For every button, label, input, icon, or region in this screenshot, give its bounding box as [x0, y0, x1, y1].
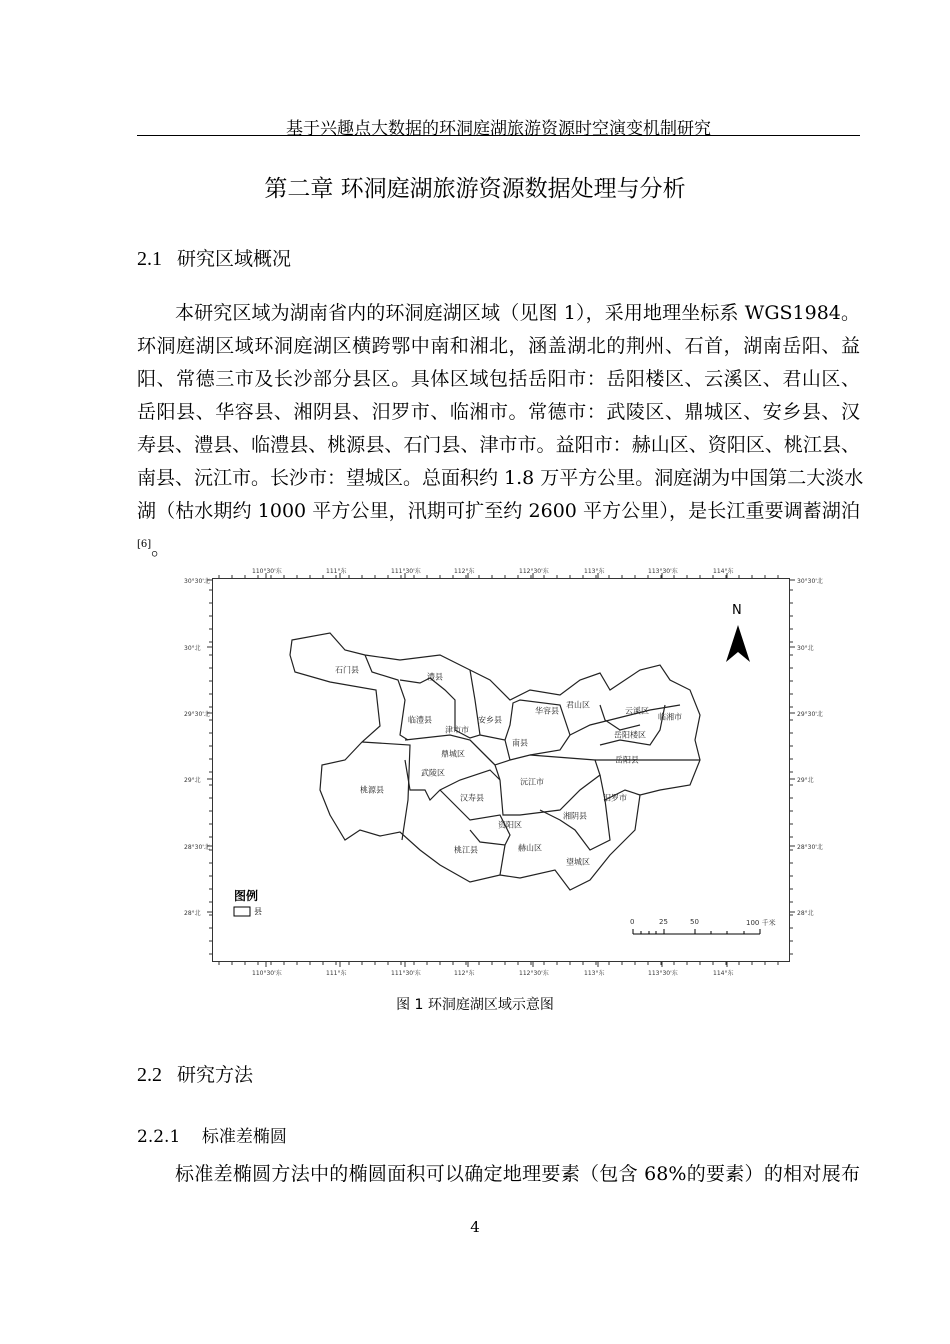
section-title: 研究方法 — [177, 1064, 254, 1086]
header-rule — [137, 135, 860, 136]
county-label: 君山区 — [566, 700, 590, 710]
lat-tick-label: 28°30'北 — [797, 844, 823, 851]
north-label: N — [732, 603, 742, 618]
lat-tick-label: 28°北 — [797, 910, 814, 917]
county-label: 华容县 — [535, 706, 559, 716]
county-label: 临澧县 — [408, 715, 432, 725]
text-line: 南县、沅江市。长沙市：望城区。总面积约 1.8 万平方公里。洞庭湖为中国第二大淡水 — [137, 467, 864, 489]
lat-tick-label: 30°30'北 — [797, 578, 823, 585]
county-label: 汉寿县 — [460, 793, 484, 803]
county-label: 石门县 — [335, 665, 359, 675]
page-number: 4 — [470, 1218, 480, 1236]
lon-tick-label: 112°30'东 — [519, 970, 549, 977]
county-label: 临湘市 — [658, 712, 682, 722]
lon-tick-label: 110°30'东 — [252, 970, 282, 977]
county-label: 桃源县 — [360, 785, 384, 795]
legend-title: 图例 — [234, 889, 259, 903]
county-label: 岳阳楼区 — [614, 730, 646, 740]
lon-tick-label: 112°30'东 — [519, 568, 549, 575]
lat-tick-label: 29°30'北 — [184, 711, 210, 718]
map-frame — [212, 578, 790, 962]
lon-tick-label: 110°30'东 — [252, 568, 282, 575]
county-label: 赫山区 — [518, 843, 542, 853]
section-number: 2.2 — [137, 1064, 162, 1086]
lat-tick-label: 30°北 — [184, 645, 201, 652]
county-label: 南县 — [512, 738, 528, 748]
county-label: 汨罗市 — [603, 793, 627, 803]
text-line: 环洞庭湖区域环洞庭湖区横跨鄂中南和湘北，涵盖湖北的荆州、石首，湖南岳阳、益 — [137, 335, 860, 357]
county-label: 望城区 — [566, 857, 590, 867]
county-label: 武陵区 — [421, 768, 445, 778]
lat-tick-label: 29°北 — [797, 777, 814, 784]
lat-tick-label: 28°30'北 — [184, 844, 210, 851]
text-line: 寿县、澧县、临澧县、桃源县、石门县、津市市。益阳市：赫山区、资阳区、桃江县、 — [137, 434, 860, 456]
paragraph-study-area — [137, 297, 864, 561]
lat-tick-label: 29°30'北 — [797, 711, 823, 718]
lon-tick-label: 111°30'东 — [391, 568, 421, 575]
citation[interactable]: [6] — [137, 539, 152, 550]
scale-label: 100 千米 — [746, 919, 776, 927]
scale-label: 25 — [659, 918, 668, 926]
subsection-number: 2.2.1 — [137, 1127, 181, 1147]
county-label: 云溪区 — [625, 706, 649, 716]
scale-label: 0 — [630, 918, 635, 926]
lat-tick-label: 30°北 — [797, 645, 814, 652]
lon-tick-label: 111°东 — [326, 970, 347, 977]
paragraph-sde — [137, 1158, 860, 1191]
county-label: 沅江市 — [520, 777, 544, 787]
text-line — [137, 528, 860, 561]
section-heading-2-2 — [137, 1060, 253, 1087]
county-label: 桃江县 — [454, 845, 478, 855]
lat-tick-label: 28°北 — [184, 910, 201, 917]
section-title: 研究区域概况 — [177, 248, 292, 270]
lon-tick-label: 113°东 — [584, 568, 605, 575]
figure-caption: 图 1 环洞庭湖区域示意图 — [396, 997, 554, 1013]
county-label: 湘阴县 — [563, 811, 587, 821]
county-label: 资阳区 — [498, 820, 522, 830]
subsection-heading-2-2-1 — [137, 1122, 287, 1147]
text-line: 本研究区域为湖南省内的环洞庭湖区域（见图 1），采用地理坐标系 WGS1984。 — [175, 302, 860, 324]
county-label: 津市市 — [445, 725, 469, 735]
lon-tick-label: 113°30'东 — [648, 970, 678, 977]
county-label: 岳阳县 — [615, 755, 639, 765]
subsection-title: 标准差椭圆 — [201, 1127, 287, 1147]
lon-tick-label: 114°东 — [713, 568, 734, 575]
county-label: 澧县 — [427, 672, 443, 682]
lon-tick-label: 111°30'东 — [391, 970, 421, 977]
lon-tick-label: 113°东 — [584, 970, 605, 977]
chapter-title: 第二章 环洞庭湖旅游资源数据处理与分析 — [264, 176, 686, 202]
county-label: 鼎城区 — [441, 749, 465, 759]
lon-tick-label: 112°东 — [454, 568, 475, 575]
legend-item-county: 县 — [254, 907, 262, 916]
text-line: 岳阳县、华容县、湘阴县、汨罗市、临湘市。常德市：武陵区、鼎城区、安乡县、汉 — [137, 401, 860, 423]
lon-tick-label: 113°30'东 — [648, 568, 678, 575]
section-number: 2.1 — [137, 248, 162, 270]
lon-tick-label: 111°东 — [326, 568, 347, 575]
text-line: 标准差椭圆方法中的椭圆面积可以确定地理要素（包含 68%的要素）的相对展布 — [175, 1163, 860, 1185]
lat-tick-label: 29°北 — [184, 777, 201, 784]
running-header: 基于兴趣点大数据的环洞庭湖旅游资源时空演变机制研究 — [286, 119, 711, 139]
period: 。 — [151, 537, 171, 560]
county-label: 安乡县 — [478, 715, 502, 725]
lon-tick-label: 114°东 — [713, 970, 734, 977]
lat-tick-label: 30°30'北 — [184, 578, 210, 585]
lon-tick-label: 112°东 — [454, 970, 475, 977]
text-line: 湖（枯水期约 1000 平方公里，汛期可扩至约 2600 平方公里），是长江重要调蓄湖泊 — [137, 500, 860, 522]
text-line: 阳、常德三市及长沙部分县区。具体区域包括岳阳市：岳阳楼区、云溪区、君山区、 — [137, 368, 860, 390]
section-heading-2-1 — [137, 244, 291, 271]
scale-label: 50 — [690, 918, 699, 926]
